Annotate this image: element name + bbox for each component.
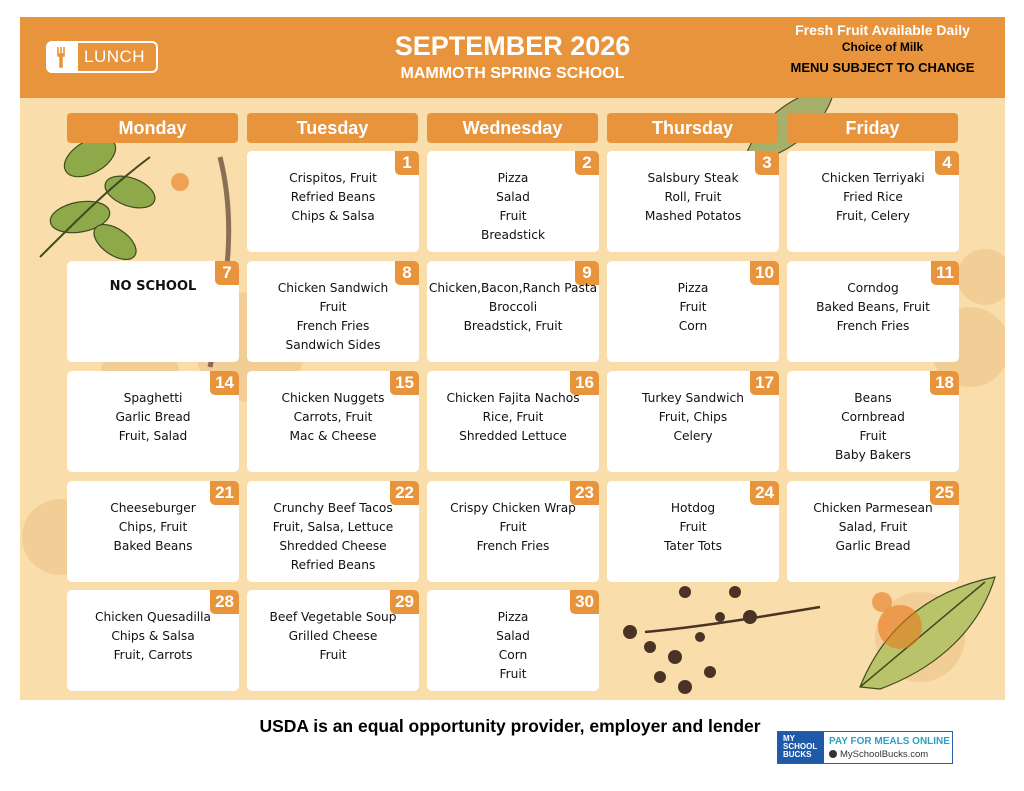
milk-note: Choice of Milk (841, 40, 924, 54)
day-cell-23 (427, 481, 599, 582)
page-title: SEPTEMBER 2026 (394, 31, 631, 61)
day-number: 16 (570, 371, 599, 395)
day-cell-17 (607, 371, 779, 472)
day-number: 29 (390, 590, 419, 614)
menu-item: Breadstick (480, 228, 546, 242)
menu-item: Chips & Salsa (111, 629, 195, 643)
menu-item: Pizza (497, 171, 529, 185)
menu-item: Fruit (319, 300, 347, 314)
menu-item: Fruit (679, 300, 707, 314)
day-number: 17 (750, 371, 779, 395)
day-cell-22 (247, 481, 419, 582)
menu-item: Chicken Nuggets (281, 391, 385, 405)
website-link[interactable] (829, 749, 928, 760)
menu-items (787, 499, 959, 556)
myschoolbucks-banner[interactable] (777, 731, 953, 764)
day-number: 30 (570, 590, 599, 614)
menu-item: Fruit (499, 520, 527, 534)
lunch-label: LUNCH (84, 47, 146, 66)
day-cell-4 (787, 151, 959, 252)
day-cell-28 (67, 590, 239, 691)
menu-items (247, 169, 419, 226)
menu-item: Mac & Cheese (289, 429, 377, 443)
menu-item: Baked Beans, Fruit (816, 300, 930, 314)
day-cell-3 (607, 151, 779, 252)
menu-items (607, 169, 779, 226)
menu-item: Fruit (499, 209, 527, 223)
day-cell-11 (787, 261, 959, 362)
menu-items (247, 389, 419, 446)
day-cell-16 (427, 371, 599, 472)
day-cell-2 (427, 151, 599, 252)
day-cell-1 (247, 151, 419, 252)
day-cell-15 (247, 371, 419, 472)
menu-items (427, 169, 599, 245)
day-cell-9 (427, 261, 599, 362)
menu-items (787, 389, 959, 465)
website-text: MySchoolBucks.com (840, 749, 929, 760)
menu-item: Rice, Fruit (482, 410, 544, 424)
menu-item: Shredded Cheese (279, 539, 387, 553)
menu-item: Garlic Bread (835, 539, 911, 553)
day-number: 4 (935, 151, 959, 175)
pay-online-label: PAY FOR MEALS ONLINE (829, 736, 950, 747)
day-number: 9 (575, 261, 599, 285)
day-cell-18 (787, 371, 959, 472)
logo-line: BUCKS (783, 750, 812, 759)
menu-item: Salad, Fruit (838, 520, 908, 534)
menu-item: Crunchy Beef Tacos (273, 501, 393, 515)
day-header-thursday: Thursday (607, 113, 778, 143)
day-header-tuesday: Tuesday (247, 113, 418, 143)
menu-item: Breadstick, Fruit (463, 319, 563, 333)
day-number: 24 (750, 481, 779, 505)
menu-item: Chicken Quesadilla (94, 610, 212, 624)
menu-item: Fruit (679, 520, 707, 534)
berry-branch (623, 586, 757, 694)
menu-item: Fruit, Chips (658, 410, 728, 424)
day-header-wednesday: Wednesday (427, 113, 598, 143)
logo-line: MY (783, 734, 795, 743)
menu-item: Cheeseburger (110, 501, 196, 515)
menu-items (67, 389, 239, 446)
menu-item: Refried Beans (290, 558, 376, 572)
menu-item: Cornbread (841, 410, 905, 424)
usda-statement: USDA is an equal opportunity provider, employer and lender (259, 716, 761, 736)
menu-item: Salad (496, 629, 530, 643)
menu-item: Chips & Salsa (291, 209, 375, 223)
day-header-monday: Monday (67, 113, 238, 143)
menu-item: French Fries (296, 319, 370, 333)
day-number: 14 (210, 371, 239, 395)
menu-item: Broccoli (488, 300, 538, 314)
menu-item: Chicken Fajita Nachos (446, 391, 580, 405)
menu-item: Carrots, Fruit (293, 410, 373, 424)
menu-item: NO SCHOOL (109, 279, 197, 294)
menu-item: Fruit, Salad (118, 429, 188, 443)
leaf-branch-left (48, 129, 159, 266)
day-number: 28 (210, 590, 239, 614)
day-cell-14 (67, 371, 239, 472)
menu-item: Corndog (847, 281, 899, 295)
menu-item: Mashed Potatos (644, 209, 742, 223)
menu-item: Chips, Fruit (118, 520, 188, 534)
menu-item: Shredded Lettuce (459, 429, 567, 443)
menu-item: Beef Vegetable Soup (269, 610, 397, 624)
day-number: 1 (395, 151, 419, 175)
school-name: MAMMOTH SPRING SCHOOL (400, 65, 625, 82)
menu-item: Corn (498, 648, 528, 662)
menu-item: Hotdog (670, 501, 716, 515)
menu-items (427, 279, 599, 336)
menu-item: Fruit (859, 429, 887, 443)
menu-items (427, 389, 599, 446)
menu-item: Garlic Bread (115, 410, 191, 424)
myschoolbucks-logo (778, 732, 824, 763)
menu-item: Salad (496, 190, 530, 204)
day-number: 2 (575, 151, 599, 175)
menu-item: Chicken Terriyaki (821, 171, 925, 185)
day-cell-30 (427, 590, 599, 691)
page-header (20, 17, 1005, 98)
menu-item: Fruit, Salsa, Lettuce (272, 520, 394, 534)
fork-icon (48, 43, 78, 71)
day-number: 23 (570, 481, 599, 505)
menu-item: Fruit (319, 648, 347, 662)
menu-item: Fruit, Celery (836, 209, 910, 223)
day-number: 7 (215, 261, 239, 285)
menu-item: Tater Tots (663, 539, 722, 553)
day-number: 3 (755, 151, 779, 175)
menu-item: Crispy Chicken Wrap (450, 501, 576, 515)
menu-item: Chicken,Bacon,Ranch Pasta (428, 281, 598, 295)
menu-item: Refried Beans (290, 190, 376, 204)
day-cell-8 (247, 261, 419, 362)
day-number: 15 (390, 371, 419, 395)
menu-item: Pizza (497, 610, 529, 624)
fruit-note: Fresh Fruit Available Daily (795, 22, 970, 38)
day-number: 21 (210, 481, 239, 505)
menu-item: Sandwich Sides (285, 338, 381, 352)
menu-item: Fried Rice (843, 190, 903, 204)
menu-item: Fruit, Carrots (113, 648, 193, 662)
menu-items (427, 499, 599, 556)
menu-item: Turkey Sandwich (642, 391, 744, 405)
logo-line: SCHOOL (783, 742, 818, 751)
day-cell-25 (787, 481, 959, 582)
menu-calendar (20, 17, 1005, 700)
menu-item: Celery (673, 429, 713, 443)
menu-item: Chicken Sandwich (277, 281, 389, 295)
day-cell-10 (607, 261, 779, 362)
menu-item: Corn (678, 319, 708, 333)
day-number: 11 (931, 261, 959, 285)
day-cell-29 (247, 590, 419, 691)
menu-items (607, 499, 779, 556)
menu-change-note: MENU SUBJECT TO CHANGE (790, 60, 975, 75)
day-cell-21 (67, 481, 239, 582)
menu-item: Chicken Parmesean (813, 501, 933, 515)
menu-items (607, 389, 779, 446)
menu-items (247, 499, 419, 575)
menu-item: Baked Beans (113, 539, 193, 553)
menu-item: Fruit (499, 667, 527, 681)
menu-items (67, 277, 239, 296)
day-number: 8 (395, 261, 419, 285)
menu-item: Salsbury Steak (647, 171, 739, 185)
menu-items (427, 608, 599, 684)
menu-item: Beans (854, 391, 892, 405)
menu-item: Spaghetti (123, 391, 183, 405)
menu-items (67, 608, 239, 665)
menu-item: Crispitos, Fruit (289, 171, 377, 185)
menu-item: French Fries (836, 319, 910, 333)
menu-item: Baby Bakers (835, 448, 911, 462)
day-cell-7 (67, 261, 239, 362)
day-header-friday: Friday (787, 113, 958, 143)
menu-items (67, 499, 239, 556)
menu-items (607, 279, 779, 336)
menu-item: French Fries (476, 539, 550, 553)
menu-items (247, 608, 419, 665)
menu-item: Grilled Cheese (288, 629, 378, 643)
menu-items (247, 279, 419, 355)
menu-item: Roll, Fruit (664, 190, 722, 204)
globe-icon (829, 750, 837, 758)
menu-item: Pizza (677, 281, 709, 295)
day-number: 10 (750, 261, 779, 285)
day-number: 25 (930, 481, 959, 505)
menu-items (787, 279, 959, 336)
day-number: 18 (930, 371, 959, 395)
day-number: 22 (390, 481, 419, 505)
lunch-badge (46, 41, 158, 73)
menu-items (787, 169, 959, 226)
day-cell-24 (607, 481, 779, 582)
